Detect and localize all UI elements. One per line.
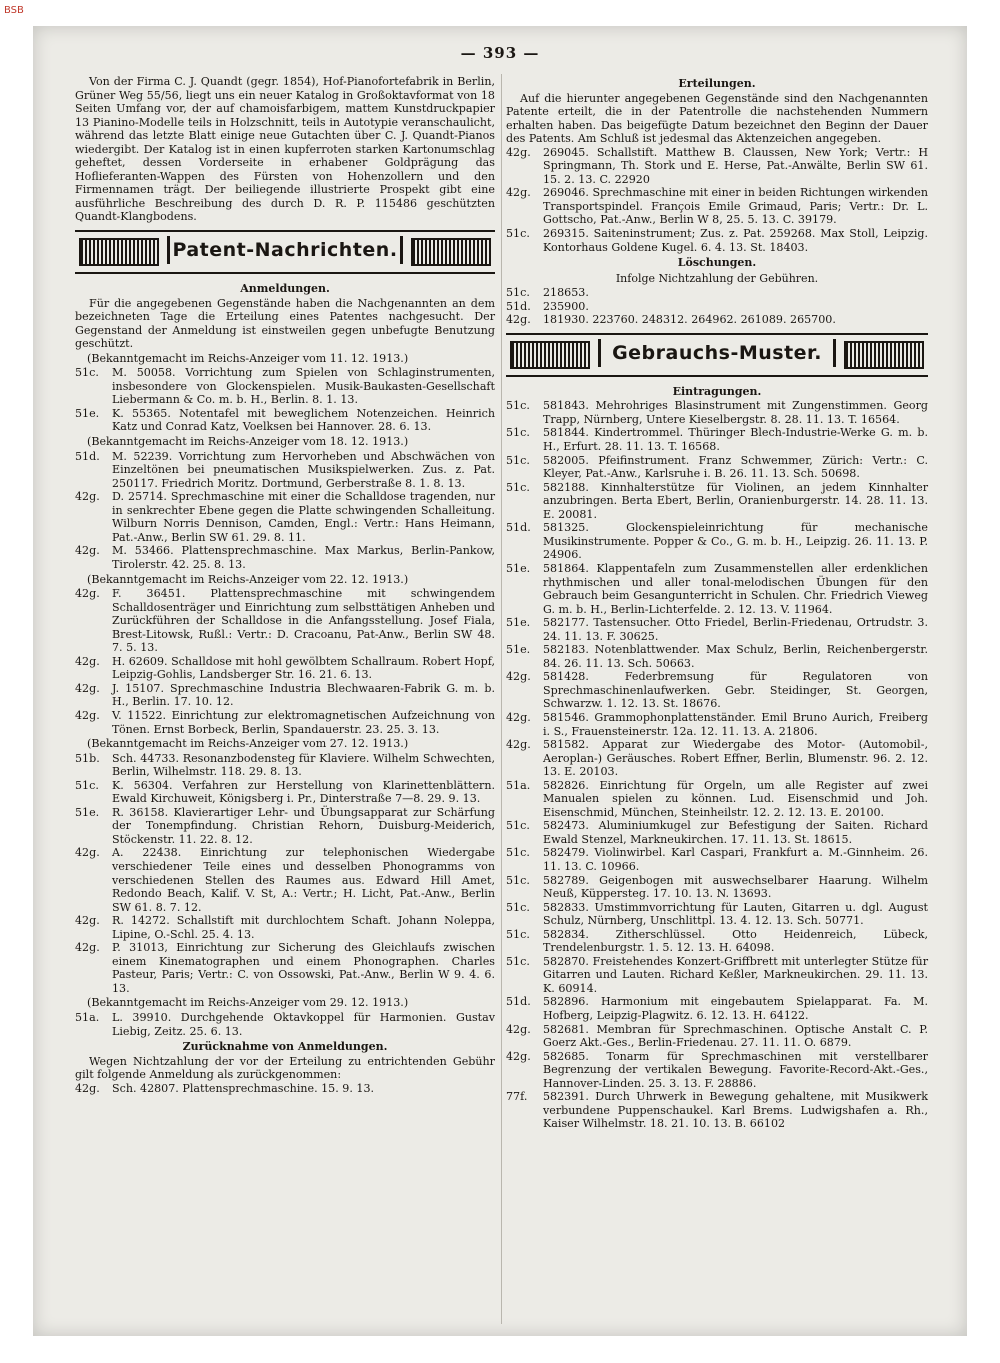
patent-entry — [506, 300, 928, 314]
patent-entry — [75, 490, 495, 544]
entry-text: D. 25714. Sprechmaschine mit einer die Schalldose tragenden, nur in senkrechter Ebene gegen die Platte schwingenden Schalleitung. Wilburn Norris Dennison, Camden, Engl.: Vertr.: Hans Heimann, Pat.-Anw., Berlin SW 61. 29. 8. 11. — [112, 490, 495, 544]
patent-entry — [75, 450, 495, 491]
patent-entry — [506, 521, 928, 562]
class-code: 51c. — [506, 453, 530, 467]
entry-text: 581325. Glockenspieleinrichtung für mechanische Musikinstrumente. Popper & Co., G. m. b. H., Leipzig. 26. 11. 13. P. 24906. — [543, 521, 928, 562]
entry-text: Sch. 44733. Resonanzbodensteg für Klaviere. Wilhelm Schwechten, Berlin, Wilhelmstr. 118. 29. 8. 13. — [112, 751, 495, 779]
patent-entry — [75, 407, 495, 434]
patent-entry — [75, 587, 495, 655]
patent-entry — [506, 146, 928, 187]
patent-entry — [75, 752, 495, 779]
entry-text: R. 14272. Schallstift mit durchlochtem Schaft. Johann Noleppa, Lipine, O.-Schl. 25. 4. 13. — [112, 914, 495, 941]
class-code: 51e. — [75, 805, 100, 819]
class-code: 51e. — [506, 616, 531, 630]
class-code: 51c. — [506, 819, 530, 833]
entry-group — [75, 752, 495, 996]
utility-model-banner — [506, 333, 928, 377]
entry-text: 582188. Kinnhalterstütze für Violinen, an jedem Kinnhalter anzubringen. Berta Ebert, Berlin, Oranienburgerstr. 14. 28. 11. 13. E. 20081. — [543, 480, 928, 521]
class-code: 42g. — [506, 738, 531, 752]
patent-entry — [506, 819, 928, 846]
entry-text: 581582. Apparat zur Wiedergabe des Motor- (Automobil-, Aeroplan-) Geräusches. Robert Effner, Berlin, Blumenstr. 96. 2. 12. 13. E. 20103. — [543, 738, 928, 779]
class-code: 51c. — [506, 399, 530, 413]
entry-group — [506, 146, 928, 254]
announcement-date: (Bekanntgemacht im Reichs-Anzeiger vom 22. 12. 1913.) — [87, 572, 409, 586]
patent-entry — [506, 227, 928, 254]
section-heading: Löschungen. — [677, 256, 757, 270]
patent-entry — [506, 1090, 928, 1131]
class-code: 51e. — [506, 643, 531, 657]
patent-entry — [506, 928, 928, 955]
patent-entry — [506, 481, 928, 522]
class-code: 51c. — [506, 954, 530, 968]
section-heading: Zurücknahme von Anmeldungen. — [182, 1040, 388, 1054]
class-code: 51d. — [506, 299, 531, 313]
class-code: 42g. — [75, 587, 100, 601]
patent-entry — [75, 941, 495, 995]
document-page — [33, 26, 967, 1336]
class-code: 51a. — [506, 778, 531, 792]
entry-text: 582685. Tonarm für Sprechmaschinen mit verstellbarer Begrenzung der vertikalen Bewegung. Favorite-Record-Akt.-Ges., Hannover-Linden. 25. 3. 13. F. 28886. — [543, 1049, 928, 1090]
patent-entry — [506, 186, 928, 227]
left-column — [75, 75, 495, 1095]
class-code: 51d. — [75, 449, 100, 463]
patent-entry — [506, 454, 928, 481]
patent-entry — [75, 682, 495, 709]
right-column — [506, 75, 928, 1131]
entry-text: 582391. Durch Uhrwerk in Bewegung gehaltene, mit Musikwerk verbundene Puppenschaukel. Karl Brems. Ludwigshafen a. Rh., Kaiser Wilhelmstr. 18. 21. 10. 13. B. 66102 — [543, 1090, 928, 1131]
patent-entry — [506, 670, 928, 711]
entry-text: 582005. Pfeifinstrument. Franz Schwemmer, Zürich: Vertr.: C. Kleyer, Pat.-Anw., Karlsruhe i. B. 26. 11. 13. Sch. 50698. — [543, 453, 928, 481]
patent-entry — [506, 711, 928, 738]
patent-entry — [506, 562, 928, 616]
class-code: 51c. — [506, 286, 530, 300]
page-number: — 393 — — [460, 44, 540, 62]
entry-group — [75, 1082, 495, 1096]
banner-title: Gebrauchs-Muster. — [598, 339, 836, 367]
entry-text: V. 11522. Einrichtung zur elektromagnetischen Aufzeichnung von Tönen. Ernst Borbeck, Berlin, Spandauerstr. 23. 25. 3. 13. — [112, 708, 495, 736]
section-heading: Anmeldungen. — [240, 282, 330, 296]
patent-entry — [506, 426, 928, 453]
class-code: 51e. — [75, 406, 100, 420]
banner-ornament-left — [510, 341, 590, 369]
entry-text: 582826. Einrichtung für Orgeln, um alle Register auf zwei Manualen spielen zu können. Lud. Eisenschmid und Joh. Eisenschmid, München, Steinheilstr. 12. 2. 12. 13. E. 20100. — [543, 778, 928, 819]
section-heading: Eintragungen. — [672, 384, 762, 398]
announcement-date: (Bekanntgemacht im Reichs-Anzeiger vom 29. 12. 1913.) — [87, 996, 409, 1010]
entry-text: 581546. Grammophonplattenständer. Emil Bruno Aurich, Freiberg i. S., Frauensteinerstr. 12a. 12. 11. 13. A. 21806. — [543, 710, 928, 738]
announcement-date: (Bekanntgemacht im Reichs-Anzeiger vom 18. 12. 1913.) — [87, 435, 409, 449]
entry-text: 269046. Sprechmaschine mit einer in beiden Richtungen wirkenden Transportspindel. François Emile Grimaud, Paris; Vertr.: Dr. L. Gottscho, Pat.-Anw., Berlin W 8, 25. 5. 13. C. 39179. — [543, 186, 928, 227]
entry-text: M. 53466. Plattensprechmaschine. Max Markus, Berlin-Pankow, Tirolerstr. 42. 25. 8. 13. — [112, 544, 495, 571]
patent-entry — [506, 313, 928, 327]
section-intro: Wegen Nichtzahlung der vor der Erteilung zu entrichtenden Gebühr gilt folgende Anmeldung als zurückgenommen: — [75, 1054, 495, 1082]
entry-text: 581844. Kindertrommel. Thüringer Blech-Industrie-Werke G. m. b. H., Erfurt. 28. 11. 13. T. 16568. — [543, 426, 928, 454]
entry-group — [506, 286, 928, 327]
catalog-notice: Von der Firma C. J. Quandt (gegr. 1854), Hof-Pianofortefabrik in Berlin, Grüner Weg 55/56, liegt uns ein neuer Katalog in Großoktavformat von 18 Seiten Umfang vor, der auf chamoisfarbigem, mattem Kunstdruckpapier 13 Pianino-Modelle teils in Holzschnitt, teils in Autotypie veranschaulicht, während das letzte Blatt einige neue Gutachten über C. J. Quandt-Pianos wiedergibt. Der Katalog ist in einen kupferroten starken Kartonumschlag geheftet, dessen Vorderseite in erhabener Goldprägung das Hoflieferanten-Wappen des Fürsten von Hohenzollern und den Firmennamen trägt. Der beiliegende illustrierte Prospekt gibt eine ausführliche Beschreibung des durch D. R. P. 115486 geschützten Quandt-Klangbodens. — [75, 75, 495, 224]
class-code: 42g. — [506, 1022, 531, 1036]
patent-news-banner — [75, 230, 495, 274]
entry-text: M. 52239. Vorrichtung zum Hervorheben und Abschwächen von Einzeltönen bei pneumatischen Musikspielwerken. Zus. z. Pat. 250117. Friedrich Moritz. Dortmund, Gerberstraße 8. 1. 8. 13. — [112, 449, 495, 490]
entry-text: 269315. Saiteninstrument; Zus. z. Pat. 259268. Max Stoll, Leipzig. Kontorhaus Goldene Kugel. 6. 4. 13. St. 18403. — [543, 227, 928, 254]
entry-text: 582473. Aluminiumkugel zur Befestigung der Saiten. Richard Ewald Stenzel, Markneukirchen. 17. 11. 13. St. 18615. — [543, 819, 928, 846]
section-heading: Erteilungen. — [678, 77, 756, 90]
patent-entry — [506, 616, 928, 643]
patent-entry — [75, 544, 495, 571]
entry-text: R. 36158. Klavierartiger Lehr- und Übungsapparat zur Schärfung der Tonempfindung. Christian Rehorn, Duisburg-Meiderich, Stöckenstr. 11. 22. 8. 12. — [112, 805, 495, 846]
class-code: 42g. — [75, 941, 100, 955]
entry-text: 582789. Geigenbogen mit auswechselbarer Haarung. Wilhelm Neuß, Küppersteg. 17. 10. 13. N. 13693. — [543, 873, 928, 901]
entry-group — [75, 1011, 495, 1038]
class-code: 51c. — [75, 366, 99, 380]
class-code: 42g. — [506, 710, 531, 724]
patent-entry — [75, 779, 495, 806]
patent-entry — [75, 1082, 495, 1096]
patent-entry — [75, 366, 495, 407]
entry-text: 582834. Zitherschlüssel. Otto Heidenreich, Lübeck, Trendelenburgstr. 1. 5. 12. 13. H. 64098. — [543, 927, 928, 955]
entry-group — [75, 366, 495, 434]
announcement-date: (Bekanntgemacht im Reichs-Anzeiger vom 11. 12. 1913.) — [87, 351, 409, 365]
banner-ornament-left — [79, 238, 159, 266]
entry-text: Sch. 42807. Plattensprechmaschine. 15. 9. 13. — [112, 1081, 375, 1095]
entry-text: 582681. Membran für Sprechmaschinen. Optische Anstalt C. P. Goerz Akt.-Ges., Berlin-Friedenau. 27. 11. 11. O. 6879. — [543, 1022, 928, 1050]
class-code: 51c. — [506, 846, 530, 860]
column-divider — [501, 74, 502, 1324]
class-code: 42g. — [506, 186, 531, 200]
class-code: 51c. — [506, 900, 530, 914]
patent-entry — [506, 286, 928, 300]
class-code: 51d. — [506, 995, 531, 1009]
class-code: 42g. — [75, 914, 100, 928]
banner-ornament-right — [844, 341, 924, 369]
patent-entry — [506, 1023, 928, 1050]
patent-entry — [506, 1050, 928, 1091]
class-code: 42g. — [75, 490, 100, 504]
patent-entry — [75, 655, 495, 682]
entry-text: 582833. Umstimmvorrichtung für Lauten, Gitarren u. dgl. August Schulz, Nürnberg, Unschlittpl. 13. 4. 12. 13. Sch. 50771. — [543, 900, 928, 928]
patent-entry — [506, 738, 928, 779]
patent-entry — [75, 709, 495, 736]
entry-text: K. 56304. Verfahren zur Herstellung von Klarinettenblättern. Ewald Kirchuweit, Königsberg i. Pr., Dinterstraße 7—8. 29. 9. 13. — [112, 778, 495, 806]
entry-text: 269045. Schallstift. Matthew B. Claussen, New York; Vertr.: H Springmann, Th. Stork und E. Herse, Pat.-Anwälte, Berlin SW 61. 15. 2. 13. C. 22920 — [543, 145, 928, 186]
entry-text: 582479. Violinwirbel. Karl Caspari, Frankfurt a. M.-Ginnheim. 26. 11. 13. C. 10966. — [543, 846, 928, 873]
entry-text: K. 55365. Notentafel mit beweglichem Notenzeichen. Heinrich Katz und Conrad Katz, Voelksen bei Hannover. 28. 6. 13. — [112, 406, 495, 434]
entry-group — [506, 399, 928, 1131]
entry-text: 235900. — [543, 299, 589, 313]
class-code: 51d. — [506, 521, 531, 535]
entry-group — [75, 587, 495, 736]
patent-entry — [506, 874, 928, 901]
class-code: 42g. — [75, 544, 100, 558]
entry-text: 581428. Federbremsung für Regulatoren von Sprechmaschinenlaufwerken. Gebr. Steidinger, St. Georgen, Schwarzw. 1. 12. 13. St. 18676. — [543, 670, 928, 711]
entry-text: 582870. Freistehendes Konzert-Griffbrett mit unterlegter Stütze für Gitarren und Lauten. Richard Keßler, Markneukirchen. 29. 11. 13. K. 60914. — [543, 954, 928, 995]
entry-text: J. 15107. Sprechmaschine Industria Blechwaaren-Fabrik G. m. b. H., Berlin. 17. 10. 12. — [112, 681, 495, 709]
class-code: 51a. — [75, 1011, 100, 1024]
entry-text: F. 36451. Plattensprechmaschine mit schwingendem Schalldosenträger und Einrichtung zum selbsttätigen Anheben und Zurückführen der Schalldose in die Anfangsstellung. Josef Fiala, Brest-Litowsk, Rußl.: Vertr.: D. Cracoanu, Pat-Anw., Berlin SW 48. 7. 5. 13. — [112, 587, 495, 655]
class-code: 42g. — [75, 654, 100, 668]
announcement-date: (Bekanntgemacht im Reichs-Anzeiger vom 27. 12. 1913.) — [87, 737, 409, 751]
class-code: 42g. — [75, 846, 100, 860]
entry-text: 582183. Notenblattwender. Max Schulz, Berlin, Reichenbergerstr. 84. 26. 11. 13. Sch. 50663. — [543, 643, 928, 670]
class-code: 42g. — [506, 670, 531, 684]
entry-text: 581843. Mehrohriges Blasinstrument mit Zungenstimmen. Georg Trapp, Nürnberg, Untere Kieselbergstr. 8. 28. 11. 13. T. 16564. — [543, 399, 928, 426]
patent-entry — [75, 846, 495, 914]
section-intro: Infolge Nichtzahlung der Gebühren. — [615, 271, 819, 285]
banner-title: Patent-Nachrichten. — [167, 236, 403, 264]
class-code: 51c. — [506, 873, 530, 887]
entry-group — [75, 450, 495, 572]
entry-text: P. 31013, Einrichtung zur Sicherung des Gleichlaufs zwischen einem Kinematographen und einem Phonographen. Charles Pasteur, Paris; Vertr.: C. von Ossowski, Pat.-Anw., Berlin W 9. 4. 6. 13. — [112, 941, 495, 995]
patent-entry — [506, 846, 928, 873]
entry-text: H. 62609. Schalldose mit hohl gewölbtem Schallraum. Robert Hopf, Leipzig-Gohlis, Landsberger Str. 16. 21. 6. 13. — [112, 654, 495, 682]
patent-entry — [506, 779, 928, 820]
section-intro: Auf die hierunter angegebenen Gegenstände sind den Nachgenannten Patente erteilt, die in der Patentrolle die nachstehenden Nummern erhalten haben. Das beigefügte Datum bezeichnet den Beginn der Dauer des Patents. Am Schluß ist jedesmal das Aktenzeichen angegeben. — [506, 91, 928, 146]
class-code: 51b. — [75, 751, 100, 765]
entry-text: L. 39910. Durchgehende Oktavkoppel für Harmonien. Gustav Liebig, Zeitz. 25. 6. 13. — [112, 1011, 495, 1038]
patent-entry — [75, 1011, 495, 1038]
patent-entry — [75, 806, 495, 847]
class-code: 77f. — [506, 1090, 528, 1104]
class-code: 42g. — [506, 145, 531, 159]
class-code: 42g. — [506, 313, 531, 327]
section-intro: Für die angegebenen Gegenstände haben die Nachgenannten an dem bezeichneten Tage die Erteilung eines Patentes nachgesucht. Der Gegenstand der Anmeldung ist einstweilen gegen unbefugte Benutzung geschützt. — [75, 296, 495, 351]
patent-entry — [506, 901, 928, 928]
library-stamp: BSB — [4, 5, 24, 16]
class-code: 51c. — [506, 426, 530, 440]
patent-entry — [506, 643, 928, 670]
banner-ornament-right — [411, 238, 491, 266]
class-code: 42g. — [75, 708, 100, 722]
class-code: 51c. — [506, 927, 530, 941]
patent-entry — [75, 914, 495, 941]
class-code: 42g. — [75, 1081, 100, 1095]
class-code: 51e. — [506, 561, 531, 575]
class-code: 42g. — [506, 1049, 531, 1063]
class-code: 51c. — [506, 480, 530, 494]
entry-text: 582177. Tastensucher. Otto Friedel, Berlin-Friedenau, Ortrudstr. 3. 24. 11. 13. F. 30625. — [543, 616, 928, 643]
entry-text: 581864. Klappentafeln zum Zusammenstellen aller erdenklichen rhythmischen und aller tonal-melodischen Übungen für den Gebrauch beim Gesangunterricht in Schulen. Chr. Friedrich Vieweg G. m. b. H., Berlin-Lichterfelde. 2. 12. 13. V. 11964. — [543, 561, 928, 616]
class-code: 51c. — [506, 227, 530, 241]
entry-text: 181930. 223760. 248312. 264962. 261089. 265700. — [543, 313, 836, 327]
patent-entry — [506, 995, 928, 1022]
patent-entry — [506, 399, 928, 426]
entry-text: 582896. Harmonium mit eingebautem Spielapparat. Fa. M. Hofberg, Leipzig-Plagwitz. 6. 12. 13. H. 64122. — [543, 995, 928, 1022]
entry-text: A. 22438. Einrichtung zur telephonischen Wiedergabe verschiedener Teile eines und desselben Phonogramms von verschiedenen Stellen des Raumes aus. Edward Hill Amet, Redondo Beach, Kalif. V. St, A.: Vertr.; H. Licht, Pat.-Anw., Berlin SW 61. 8. 7. 12. — [112, 846, 495, 914]
class-code: 51c. — [75, 778, 99, 792]
class-code: 42g. — [75, 681, 100, 695]
entry-text: 218653. — [543, 286, 589, 300]
entry-text: M. 50058. Vorrichtung zum Spielen von Schlaginstrumenten, insbesondere von Glockenspielen. Musik-Baukasten-Gesellschaft Liebermann & Co. m. b. H., Berlin. 8. 1. 13. — [112, 366, 495, 407]
patent-entry — [506, 955, 928, 996]
